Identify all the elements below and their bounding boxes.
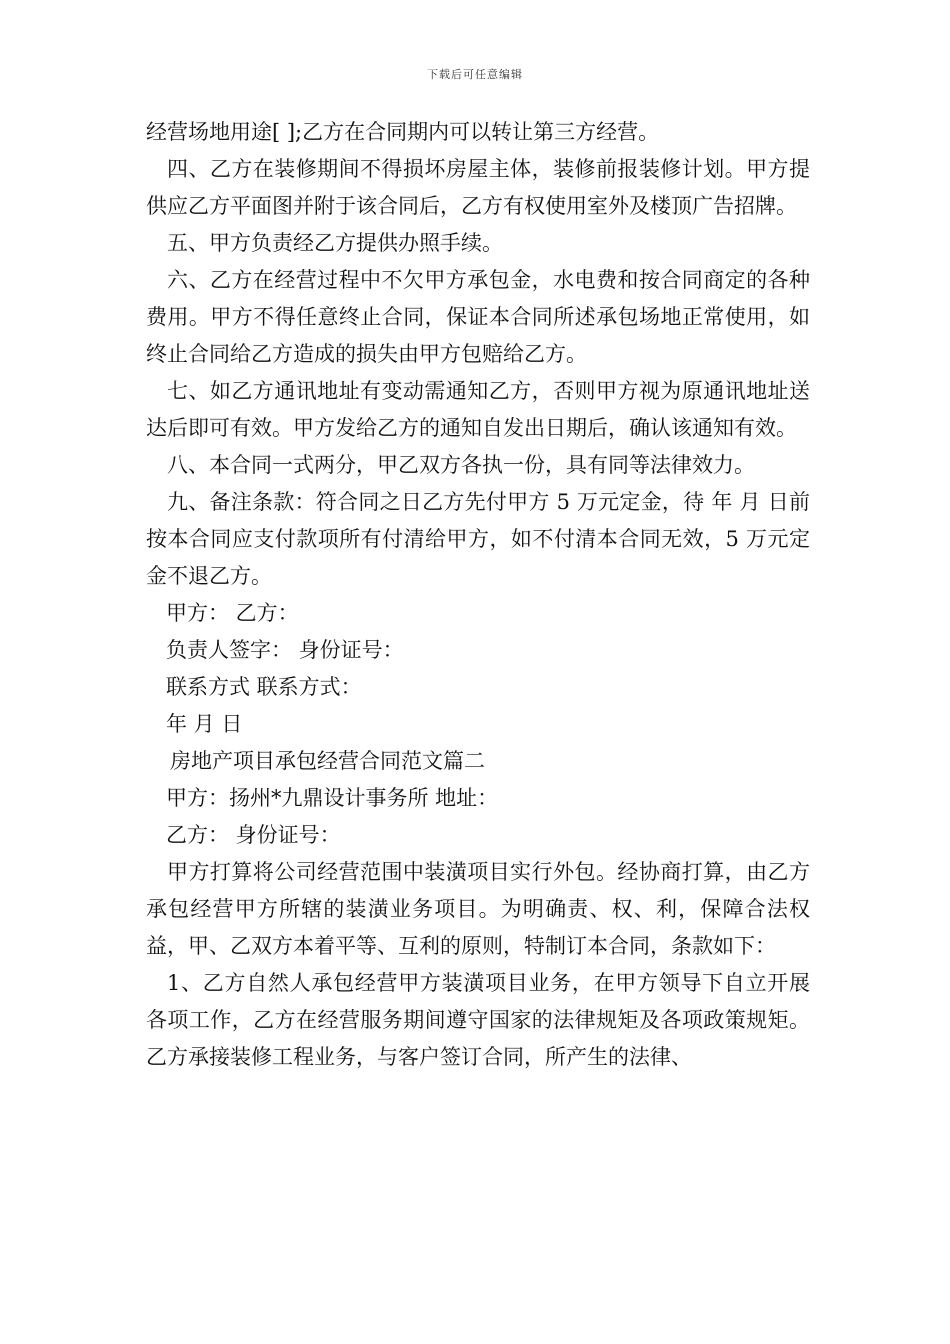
paragraph-clause-6: 六、乙方在经营过程中不欠甲方承包金，水电费和按合同商定的各种费用。甲方不得任意终止合同，保证本合同所述承包场地正常使用，如终止合同给乙方造成的损失由甲方包赔给乙方。 [146, 268, 810, 366]
paragraph-intro: 甲方打算将公司经营范围中装潢项目实行外包。经协商打算，由乙方承包经营甲方所辖的装潢业务项目。为明确责、权、利，保障合法权益，甲、乙双方本着平等、互利的原则，特制订本合同，条款如下： [146, 860, 810, 958]
paragraph-clause-9: 九、备注条款：符合同之日乙方先付甲方 5 万元定金，待 年 月 日前按本合同应支付款项所有付清给甲方，如不付清本合同无效，5 万元定金不退乙方。 [146, 490, 810, 588]
paragraph-clause-8: 八、本合同一式两分，甲乙双方各执一份，具有同等法律效力。 [167, 453, 755, 477]
paragraph-item-1: 1、乙方自然人承包经营甲方装潢项目业务，在甲方领导下自立开展各项工作，乙方在经营服务期间遵守国家的法律规矩及各项政策规矩。乙方承接装修工程业务，与客户签订合同，所产生的法律、 [146, 971, 810, 1069]
signature-date: 年 月 日 [166, 712, 243, 736]
paragraph-clause-7: 七、如乙方通讯地址有变动需通知乙方，否则甲方视为原通讯地址送达后即可有效。甲方发给乙方的通知自发出日期后，确认该通知有效。 [146, 379, 810, 440]
signature-parties: 甲方： 乙方： [166, 601, 299, 625]
paragraph-clause-5: 五、甲方负责经乙方提供办照手续。 [167, 231, 503, 255]
party-a-line: 甲方：扬州*九鼎设计事务所 地址： [166, 786, 499, 810]
section-title: 房地产项目承包经营合同范文篇二 [170, 749, 485, 773]
document-body [146, 114, 810, 1076]
signature-responsible: 负责人签字： 身份证号： [166, 638, 404, 662]
page-header: 下载后可任意编辑 [427, 68, 523, 81]
paragraph-usage: 经营场地用途[ ];乙方在合同期内可以转让第三方经营。 [146, 120, 660, 144]
party-b-line: 乙方： 身份证号： [166, 823, 341, 847]
paragraph-clause-4: 四、乙方在装修期间不得损坏房屋主体，装修前报装修计划。甲方提供应乙方平面图并附于该合同后，乙方有权使用室外及楼顶广告招牌。 [146, 157, 810, 218]
signature-contact: 联系方式 联系方式： [166, 675, 362, 699]
